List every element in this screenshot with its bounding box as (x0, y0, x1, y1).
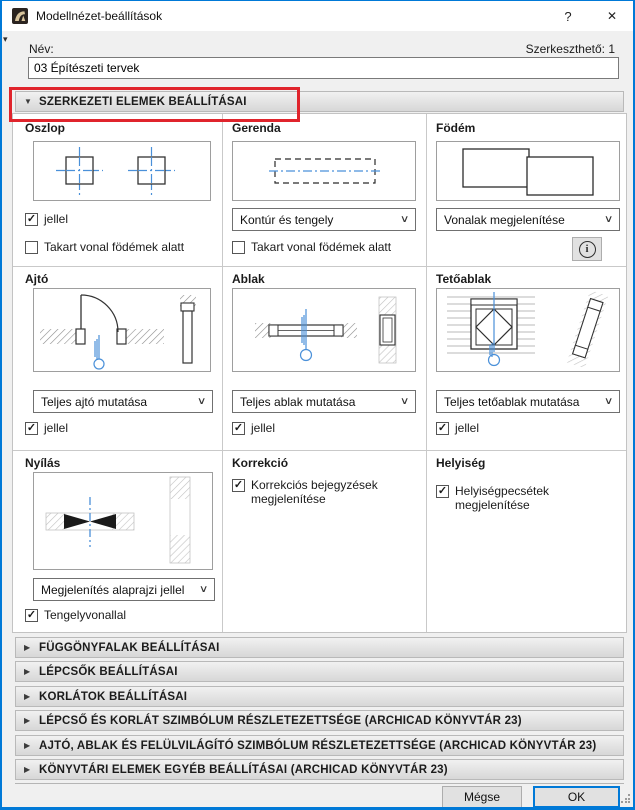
gerenda-display-dropdown[interactable]: Kontúr és tengely ∨ (232, 208, 416, 231)
checkbox-check-icon: ✓ (437, 485, 448, 497)
archicad-logo-icon (12, 8, 28, 24)
checkbox-check-icon: ✓ (437, 422, 448, 434)
side-collapse-arrow-icon: ▾ (3, 34, 8, 44)
fodem-display-dropdown[interactable]: Vonalak megjelenítése ∨ (436, 208, 620, 231)
window-title: Modellnézet-beállítások (36, 9, 163, 23)
name-label: Név: (29, 42, 54, 56)
chevron-right-icon: ▶ (24, 643, 31, 652)
checkbox-check-icon (232, 241, 245, 254)
footer-divider (15, 783, 624, 784)
resize-grip[interactable] (621, 794, 630, 803)
oszlop-title: Oszlop (25, 121, 66, 135)
korrekcio-title: Korrekció (232, 456, 289, 470)
gerenda-title: Gerenda (232, 121, 281, 135)
cancel-button[interactable]: Mégse (442, 786, 522, 808)
column-divider (222, 114, 223, 632)
chevron-right-icon: ▶ (24, 667, 31, 676)
checkbox-check-icon (25, 241, 38, 254)
ablak-jellel-checkbox[interactable]: ✓ jellel (233, 421, 276, 435)
ok-button[interactable]: OK (533, 786, 620, 808)
chevron-down-icon: ∨ (399, 214, 410, 225)
chevron-down-icon: ▼ (24, 97, 32, 106)
ajto-jellel-checkbox[interactable]: ✓ jellel (26, 421, 69, 435)
ablak-preview (232, 288, 416, 372)
row-divider (13, 266, 626, 267)
oszlop-jellel-checkbox[interactable]: ✓ jellel (26, 212, 69, 226)
section-korlatok[interactable]: ▶ KORLÁTOK BEÁLLÍTÁSAI (15, 686, 624, 707)
chevron-right-icon: ▶ (24, 692, 31, 701)
help-icon[interactable]: ? (564, 8, 572, 24)
chevron-down-icon: ∨ (399, 396, 410, 407)
ajto-display-dropdown[interactable]: Teljes ajtó mutatása ∨ (33, 390, 213, 413)
checkbox-check-icon: ✓ (26, 609, 37, 621)
chevron-right-icon: ▶ (24, 741, 31, 750)
checkbox-check-icon: ✓ (233, 479, 244, 491)
section-structural-elements[interactable] (15, 91, 624, 112)
column-divider (426, 114, 427, 632)
chevron-down-icon: ∨ (603, 396, 614, 407)
section-lepcso-korlat-szimbolum[interactable]: ▶ LÉPCSŐ ÉS KORLÁT SZIMBÓLUM RÉSZLETEZETTSÉGE (ARCHICAD KÖNYVTÁR 23) (15, 710, 624, 731)
checkbox-check-icon: ✓ (26, 422, 37, 434)
nyilas-tengelyvonal-checkbox[interactable]: ✓ Tengelyvonallal (26, 608, 127, 622)
oszlop-takart-vonal-checkbox[interactable]: Takart vonal födémek alatt (25, 240, 184, 254)
nyilas-title: Nyílás (25, 456, 61, 470)
chevron-right-icon: ▶ (24, 765, 31, 774)
nyilas-display-dropdown[interactable]: Megjelenítés alaprajzi jellel ∨ (33, 578, 215, 601)
title-bar (2, 1, 633, 31)
fodem-title: Födém (436, 121, 476, 135)
oszlop-preview (33, 141, 211, 201)
korrekcio-bejegyzesek-checkbox[interactable]: ✓ Korrekciós bejegyzések megjelenítése (233, 478, 378, 507)
chevron-down-icon: ∨ (603, 214, 614, 225)
section-ajto-ablak-szimbolum[interactable]: ▶ AJTÓ, ABLAK ÉS FELÜLVILÁGÍTÓ SZIMBÓLUM RÉSZLETEZETTSÉGE (ARCHICAD KÖNYVTÁR 23) (15, 735, 624, 756)
helyiseg-pecsetek-checkbox[interactable]: ✓ Helyiségpecsétek megjelenítése (437, 484, 550, 513)
ablak-display-dropdown[interactable]: Teljes ablak mutatása ∨ (232, 390, 416, 413)
nyilas-preview (33, 472, 213, 570)
helyiseg-title: Helyiség (436, 456, 486, 470)
tetoablak-title: Tetőablak (436, 272, 492, 286)
ablak-title: Ablak (232, 272, 265, 286)
name-input[interactable] (28, 57, 619, 79)
tetoablak-jellel-checkbox[interactable]: ✓ jellel (437, 421, 480, 435)
row-divider (13, 450, 626, 451)
gerenda-preview (232, 141, 416, 201)
editable-count-label: Szerkeszthető: 1 (525, 42, 615, 56)
tetoablak-preview (436, 288, 620, 372)
section-konyvtari-elemek[interactable]: ▶ KÖNYVTÁRI ELEMEK EGYÉB BEÁLLÍTÁSAI (ARCHICAD KÖNYVTÁR 23) (15, 759, 624, 780)
gerenda-takart-vonal-checkbox[interactable]: Takart vonal födémek alatt (232, 240, 391, 254)
section-lepcsok[interactable]: ▶ LÉPCSŐK BEÁLLÍTÁSAI (15, 661, 624, 682)
info-icon: i (579, 241, 596, 258)
ajto-preview (33, 288, 211, 372)
tetoablak-display-dropdown[interactable]: Teljes tetőablak mutatása ∨ (436, 390, 620, 413)
chevron-right-icon: ▶ (24, 716, 31, 725)
fodem-preview (436, 141, 620, 201)
checkbox-check-icon: ✓ (26, 213, 37, 225)
checkbox-check-icon: ✓ (233, 422, 244, 434)
section-title: SZERKEZETI ELEMEK BEÁLLÍTÁSAI (39, 95, 247, 108)
ajto-title: Ajtó (25, 272, 49, 286)
close-icon[interactable]: ✕ (606, 9, 618, 23)
section-fuggonyfalak[interactable]: ▶ FÜGGÖNYFALAK BEÁLLÍTÁSAI (15, 637, 624, 658)
chevron-down-icon: ∨ (198, 584, 209, 595)
info-button[interactable] (572, 237, 602, 261)
structural-elements-panel (12, 113, 627, 633)
chevron-down-icon: ∨ (196, 396, 207, 407)
